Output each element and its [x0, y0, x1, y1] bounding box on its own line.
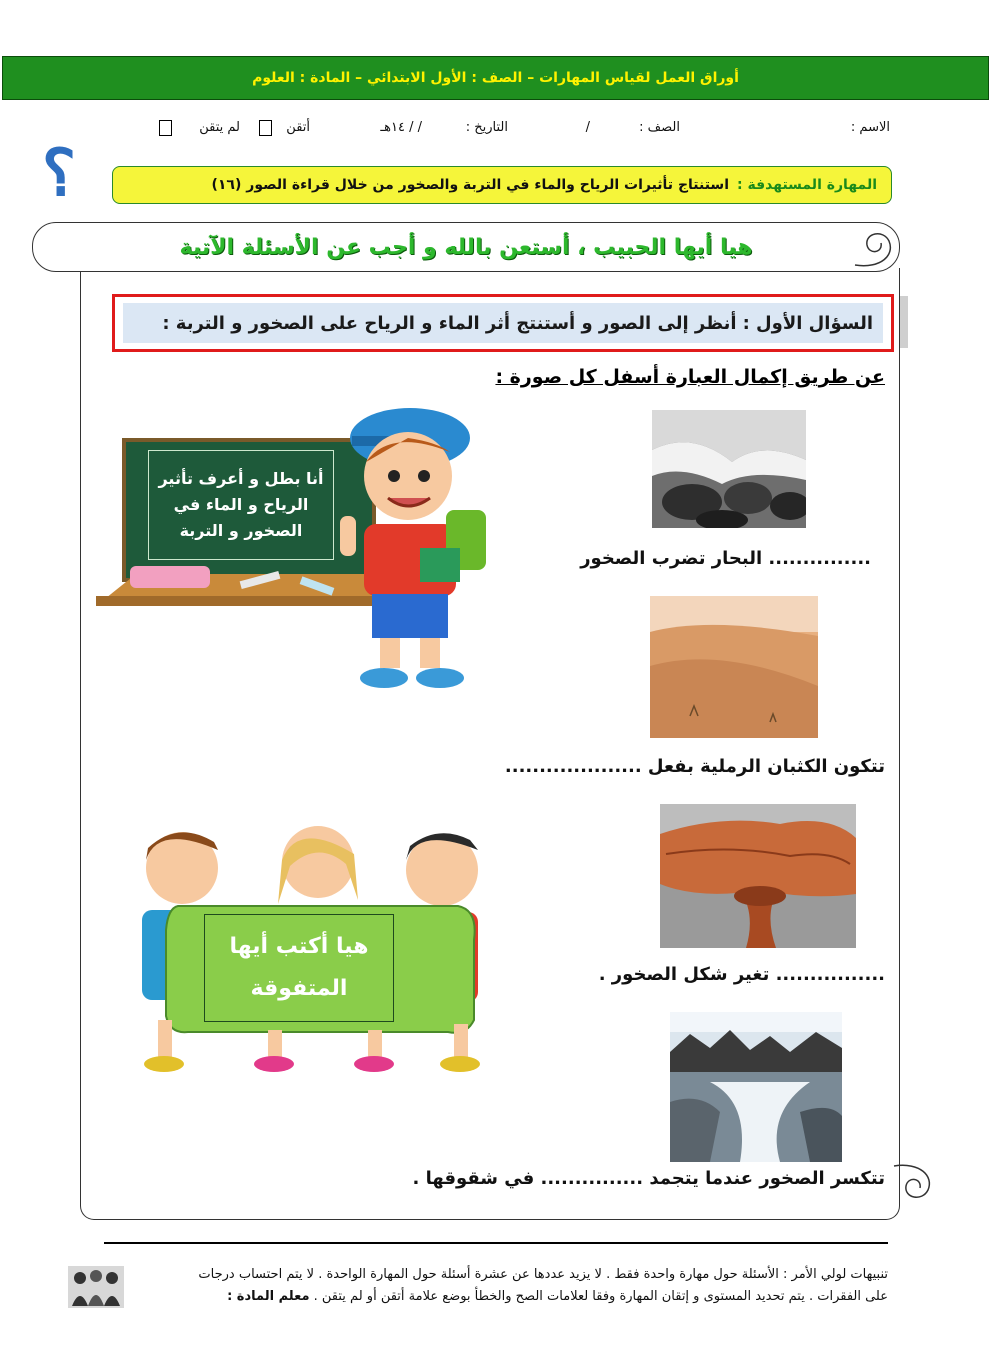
- question-one-text: أنظر إلى الصور و أستنتج أثر الماء و الرياح على الصخور و التربة :: [162, 312, 737, 334]
- target-skill-box: [112, 166, 892, 204]
- date-label: التاريخ :: [465, 120, 508, 135]
- notes-line-1: تنبيهات لولي الأمر : الأسئلة حول مهارة واحدة فقط . لا يزيد عددها عن عشرة أسئلة حول المهارة الواحدة . لا يتم احتساب درجات: [198, 1267, 888, 1282]
- question-box-shadow: [900, 296, 908, 348]
- not-mastered-label: لم يتقن: [199, 120, 240, 135]
- grade-separator: /: [585, 120, 590, 135]
- question-mark-icon: ؟: [42, 136, 76, 211]
- photo-frozen-rocks: [670, 1012, 842, 1162]
- question-one-label: السؤال الأول :: [742, 312, 873, 334]
- photo-rock-formation: [660, 804, 856, 948]
- student-info-row: [100, 120, 890, 142]
- scroll-banner: [32, 222, 900, 272]
- boy-board-text: أنا بطل و أعرف تأثير الرياح و الماء في الصخور و التربة: [148, 450, 334, 560]
- date-value: / / ١٤هـ: [380, 120, 422, 135]
- scroll-bottom-curl-icon: [890, 1162, 934, 1208]
- grade-label: الصف :: [639, 120, 680, 135]
- skill-label: المهارة المستهدفة :: [737, 177, 877, 193]
- photo-sand-dunes: [650, 596, 818, 738]
- question-one-box: [112, 294, 894, 352]
- banner-text: هيا أيها الحبيب ، أستعن بالله و أجب عن الأسئلة الآتية: [179, 234, 753, 260]
- kids-board-illustration: [118, 820, 518, 1082]
- caption-3: ................ تغير شكل الصخور .: [598, 964, 885, 985]
- caption-4: تتكسر الصخور عندما يتجمد ............... في شقوقها .: [412, 1168, 885, 1189]
- caption-2: تتكون الكثبان الرملية بفعل ....................: [504, 756, 885, 777]
- scroll-curl-icon: [851, 225, 897, 269]
- teacher-label: معلم المادة :: [227, 1289, 310, 1304]
- notes-line-2-text: على الفقرات . يتم تحديد المستوى و إتقان المهارة وفقا لعلامات الصح والخطأ بوضع علامة أتقن أو لم يتقن .: [313, 1289, 888, 1304]
- photo-waves-rocks: [652, 410, 806, 528]
- notes-line-2: [130, 1286, 888, 1308]
- caption-1: ............... البحار تضرب الصخور: [580, 548, 871, 569]
- mastered-label: أتقن: [286, 120, 310, 135]
- name-label: الاسم :: [850, 120, 890, 135]
- header-band: [2, 56, 989, 100]
- boy-chalkboard-illustration: [90, 398, 510, 698]
- footer-divider: [104, 1242, 888, 1244]
- parent-notes: [130, 1264, 888, 1308]
- instruction-text: عن طريق إكمال العبارة أسفل كل صورة :: [495, 366, 885, 388]
- kids-board-text: هيا أكتب أيها المتفوقة: [204, 914, 394, 1022]
- skill-text: استنتاج تأثيرات الرياح والماء في التربة والصخور من خلال قراءة الصور (١٦): [211, 177, 729, 193]
- header-title: أوراق العمل لقياس المهارات – الصف : الأول الابتدائي – المادة : العلوم: [252, 70, 739, 86]
- people-logo-icon: [68, 1266, 124, 1308]
